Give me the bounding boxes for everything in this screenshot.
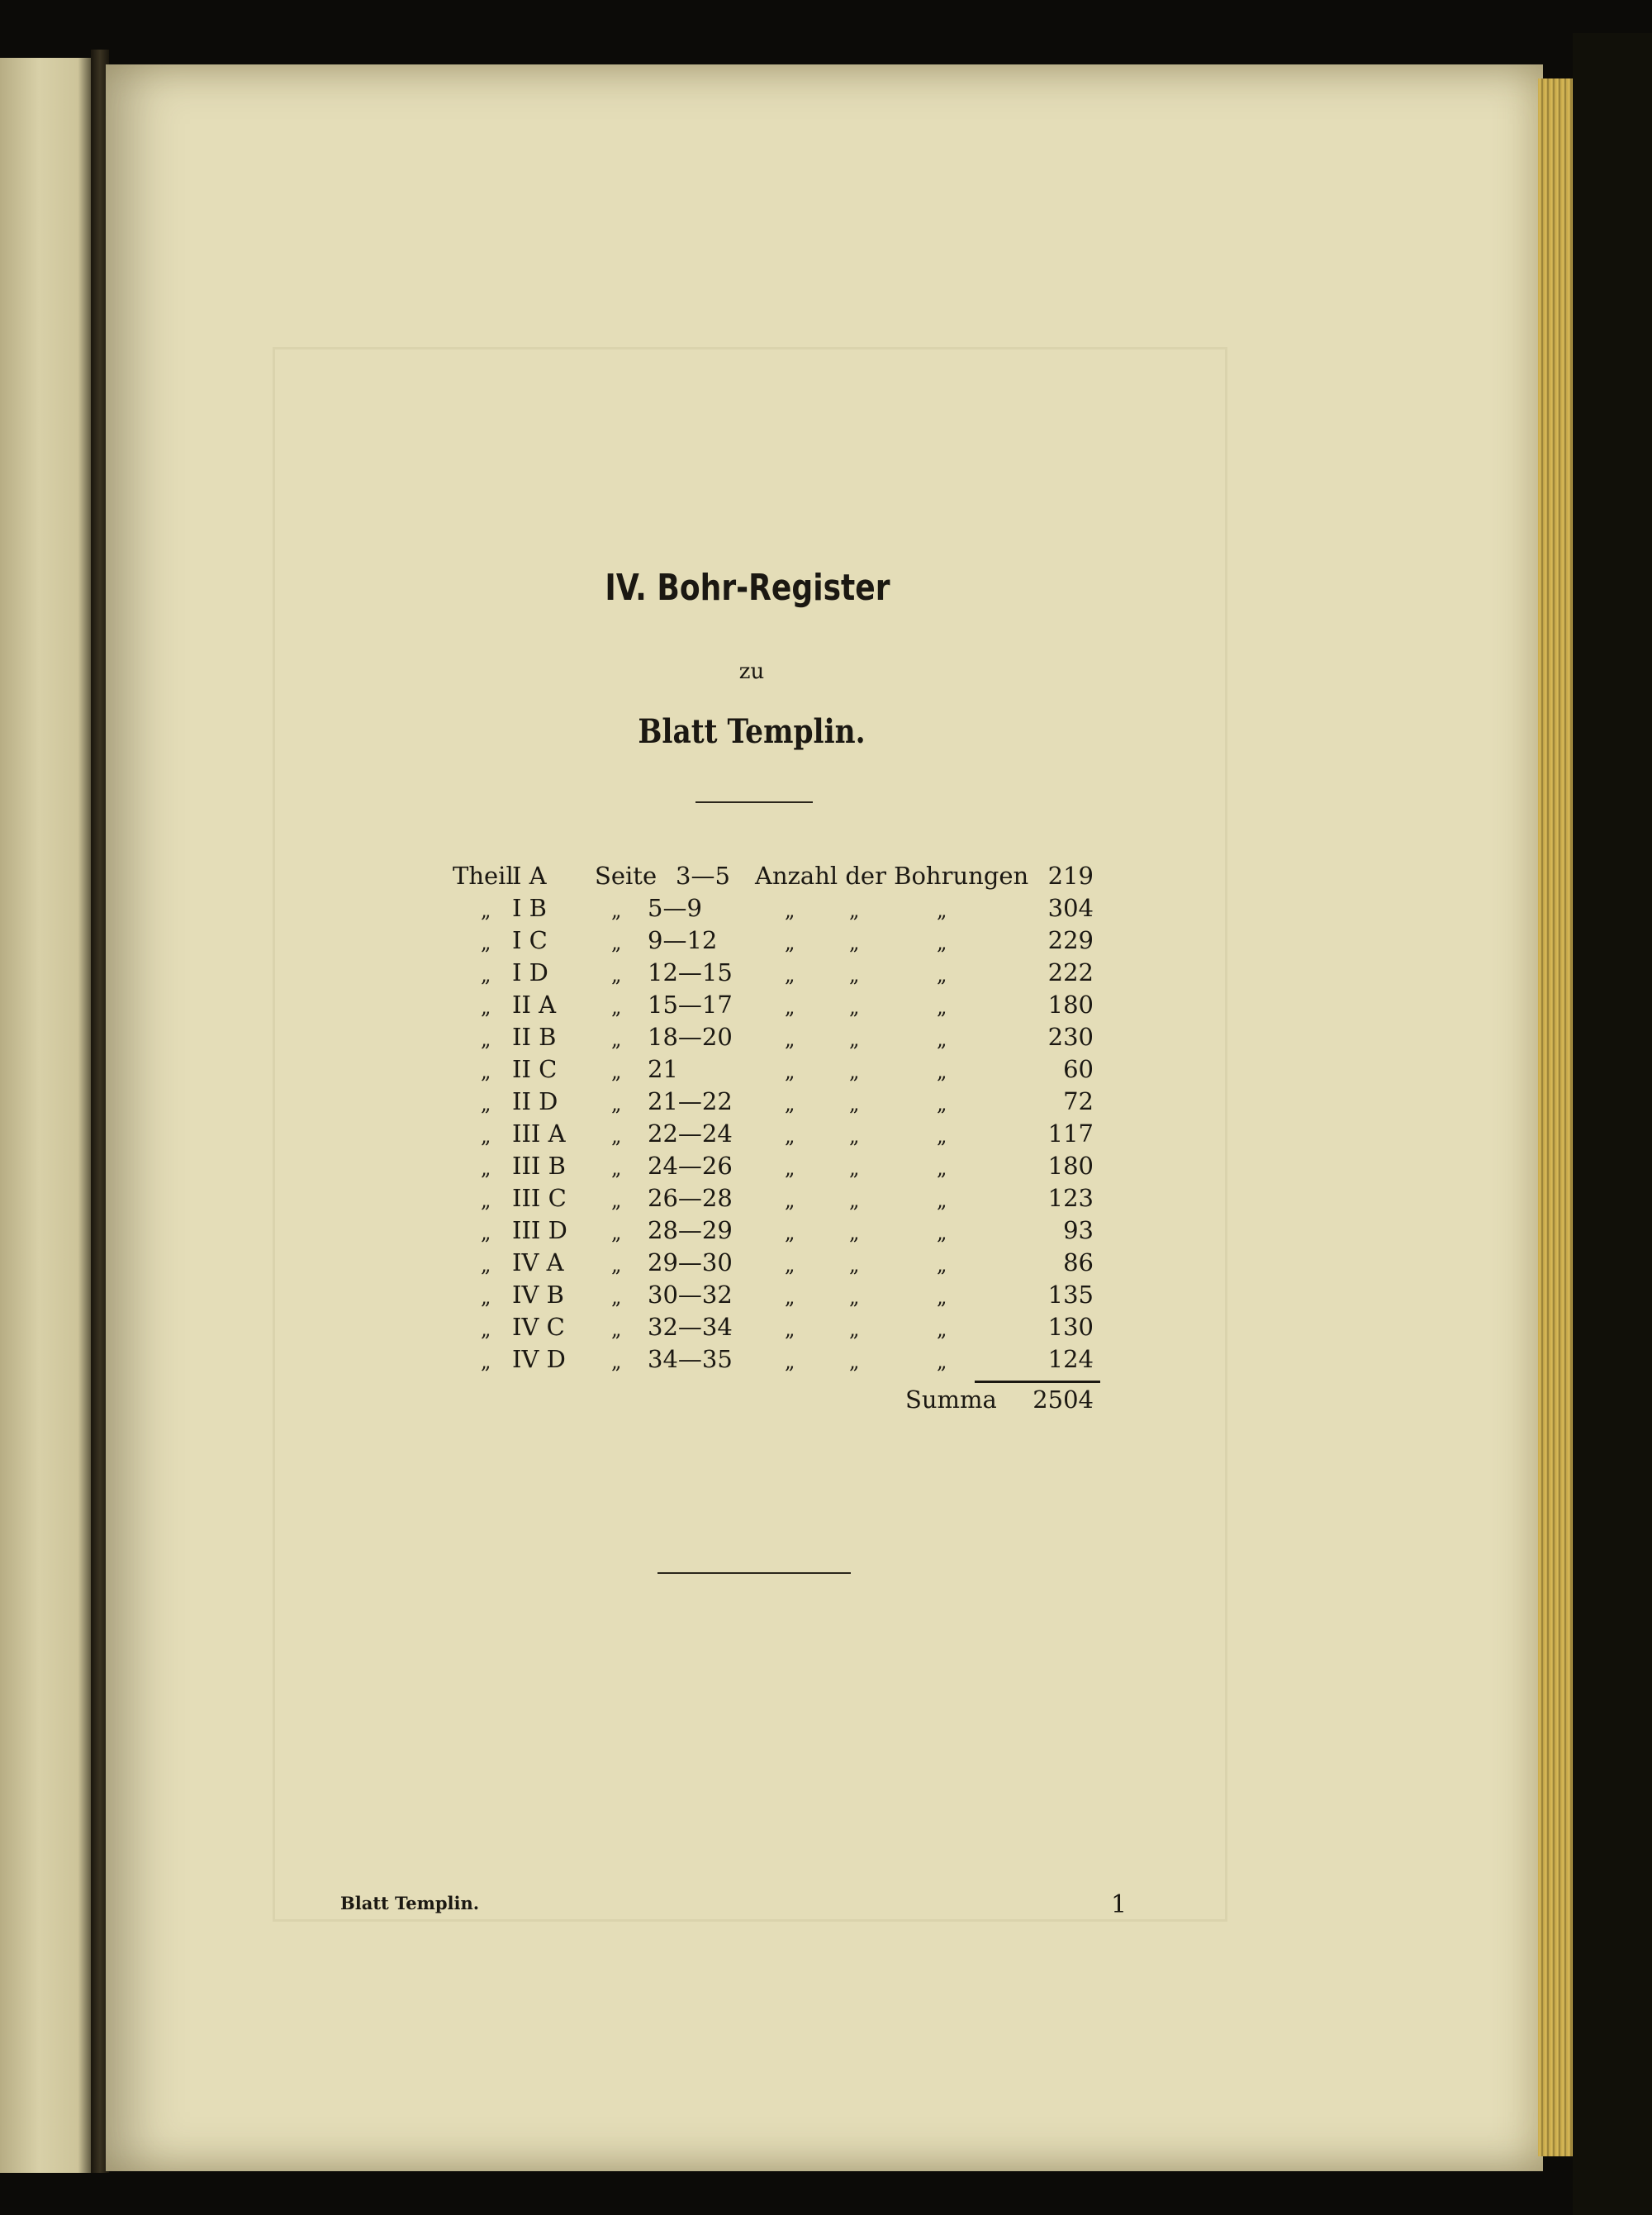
ditto-mark: „ [785,1028,795,1051]
ditto-mark: „ [937,931,947,954]
ditto-mark: „ [937,899,947,922]
ditto-mark: „ [611,1318,622,1341]
pages-cell: 12—15 [648,958,733,986]
pages-cell: 9—12 [648,926,718,954]
ditto-mark: „ [611,1124,622,1148]
part-cell: III B [512,1152,566,1180]
ditto-mark: „ [849,1124,860,1148]
pages-cell: 34—35 [648,1345,733,1373]
sum-label: Summa [905,1386,997,1414]
part-cell: IV C [512,1313,565,1341]
count-cell: 124 [1047,1345,1094,1373]
ditto-mark: „ [611,1253,622,1276]
ditto-mark: „ [611,931,622,954]
ditto-mark: „ [611,1157,622,1180]
ditto-mark: „ [611,1189,622,1212]
ditto-mark: „ [611,1286,622,1309]
ditto-mark: „ [785,1318,795,1341]
divider-rule [695,801,813,803]
pages-cell: 15—17 [648,991,733,1019]
ditto-mark: „ [481,1092,491,1115]
count-cell: 180 [1047,1152,1094,1180]
pages-cell: 5—9 [648,894,702,922]
ditto-mark: „ [849,1253,860,1276]
ditto-mark: „ [611,1060,622,1083]
ditto-mark: „ [937,996,947,1019]
part-cell: IV A [512,1248,564,1276]
ditto-mark: „ [937,1092,947,1115]
count-cell: 86 [1063,1248,1094,1276]
ditto-mark: „ [785,931,795,954]
ditto-mark: „ [849,1092,860,1115]
ditto-mark: „ [937,1286,947,1309]
count-cell: 219 [1047,862,1094,890]
ditto-mark: „ [849,1028,860,1051]
anzahl-label: Anzahl der Bohrungen [755,862,1029,890]
ditto-mark: „ [785,1124,795,1148]
ditto-mark: „ [481,1286,491,1309]
count-cell: 135 [1047,1281,1094,1309]
ditto-mark: „ [785,1092,795,1115]
ditto-mark: „ [849,996,860,1019]
ditto-mark: „ [849,1157,860,1180]
ditto-mark: „ [937,1028,947,1051]
ditto-mark: „ [849,1060,860,1083]
ditto-mark: „ [481,1028,491,1051]
ditto-mark: „ [849,1221,860,1244]
part-cell: IV B [512,1281,564,1309]
ditto-mark: „ [481,899,491,922]
ditto-mark: „ [785,1253,795,1276]
ditto-mark: „ [481,931,491,954]
ditto-mark: „ [611,899,622,922]
ditto-mark: „ [481,1124,491,1148]
ditto-mark: „ [481,1060,491,1083]
ditto-mark: „ [611,1350,622,1373]
count-cell: 117 [1047,1119,1094,1148]
count-cell: 304 [1047,894,1094,922]
pages-cell: 3—5 [676,862,730,890]
ditto-mark: „ [481,1189,491,1212]
pages-cell: 28—29 [648,1216,733,1244]
part-cell: I A [512,862,547,890]
running-footer-title: Blatt Templin. [340,1893,480,1913]
pages-cell: 29—30 [648,1248,733,1276]
pages-cell: 30—32 [648,1281,733,1309]
sum-rule [975,1381,1100,1383]
theil-label: Theil [453,862,514,890]
ditto-mark: „ [481,1157,491,1180]
ditto-mark: „ [611,1221,622,1244]
ditto-mark: „ [937,1318,947,1341]
part-cell: I D [512,958,548,986]
seite-label: Seite [595,862,657,890]
ditto-mark: „ [849,899,860,922]
ditto-mark: „ [785,899,795,922]
ditto-mark: „ [481,996,491,1019]
ditto-mark: „ [849,931,860,954]
ditto-mark: „ [785,1286,795,1309]
count-cell: 72 [1063,1087,1094,1115]
ditto-mark: „ [611,996,622,1019]
count-cell: 180 [1047,991,1094,1019]
part-cell: I B [512,894,547,922]
pages-cell: 24—26 [648,1152,733,1180]
ditto-mark: „ [785,1189,795,1212]
ditto-mark: „ [785,1060,795,1083]
count-cell: 60 [1063,1055,1094,1083]
count-cell: 229 [1047,926,1094,954]
page-number: 1 [1111,1890,1127,1919]
count-cell: 130 [1047,1313,1094,1341]
count-cell: 230 [1047,1023,1094,1051]
ditto-mark: „ [481,1350,491,1373]
ditto-mark: „ [849,1189,860,1212]
ditto-mark: „ [849,1318,860,1341]
ditto-mark: „ [481,1221,491,1244]
page-title: IV. Bohr-Register [605,567,890,609]
ditto-mark: „ [785,1350,795,1373]
ditto-mark: „ [611,1092,622,1115]
sum-row [453,1386,1094,1419]
title-connector: zu [738,659,765,684]
ditto-mark: „ [611,963,622,986]
ditto-mark: „ [785,996,795,1019]
ditto-mark: „ [481,1318,491,1341]
ditto-mark: „ [937,1350,947,1373]
ditto-mark: „ [937,1253,947,1276]
pages-cell: 22—24 [648,1119,733,1148]
part-cell: IV D [512,1345,566,1373]
ditto-mark: „ [849,963,860,986]
ditto-mark: „ [937,963,947,986]
part-cell: III D [512,1216,567,1244]
ditto-mark: „ [937,1124,947,1148]
part-cell: II A [512,991,557,1019]
pages-cell: 21 [648,1055,678,1083]
sheet-title: Blatt Templin. [638,712,866,751]
ditto-mark: „ [849,1286,860,1309]
ditto-mark: „ [937,1060,947,1083]
part-cell: II D [512,1087,558,1115]
ditto-mark: „ [785,1221,795,1244]
ditto-mark: „ [849,1350,860,1373]
part-cell: I C [512,926,548,954]
ditto-mark: „ [785,1157,795,1180]
ditto-mark: „ [611,1028,622,1051]
ditto-mark: „ [481,1253,491,1276]
pages-cell: 26—28 [648,1184,733,1212]
ditto-mark: „ [785,963,795,986]
pages-cell: 32—34 [648,1313,733,1341]
ditto-mark: „ [937,1189,947,1212]
ditto-mark: „ [481,963,491,986]
count-cell: 93 [1063,1216,1094,1244]
sum-value: 2504 [1032,1386,1094,1414]
count-cell: 222 [1047,958,1094,986]
part-cell: II C [512,1055,558,1083]
part-cell: III C [512,1184,567,1212]
part-cell: III A [512,1119,566,1148]
count-cell: 123 [1047,1184,1094,1212]
ditto-mark: „ [937,1157,947,1180]
ditto-mark: „ [937,1221,947,1244]
pages-cell: 21—22 [648,1087,733,1115]
divider-rule [657,1572,851,1574]
pages-cell: 18—20 [648,1023,733,1051]
part-cell: II B [512,1023,557,1051]
